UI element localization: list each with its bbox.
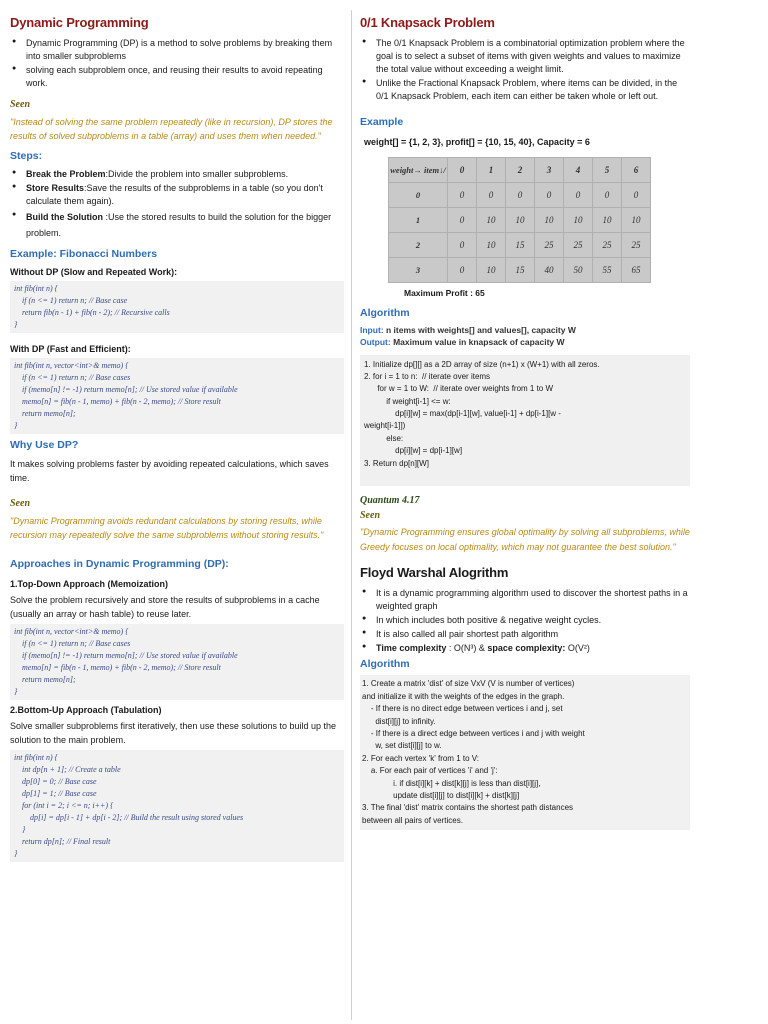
knapsack-intro-item: ● The 0/1 Knapsack Problem is a combinatorial optimization problem where the goal is to select a subset of items with given weights and values to maximize the total value without exceeding a weight limit. bbox=[376, 37, 690, 76]
table-row bbox=[389, 233, 651, 258]
table-cell: 0 bbox=[477, 183, 506, 208]
table-col-header: 4 bbox=[564, 158, 593, 183]
step-item bbox=[26, 182, 344, 208]
algorithm-line: for w = 1 to W: // iterate over weights from 1 to W bbox=[364, 384, 554, 394]
knapsack-algorithm-box bbox=[360, 355, 690, 487]
floyd-item bbox=[376, 642, 690, 655]
table-row-label: 1 bbox=[389, 208, 448, 233]
algorithm-line: 2. For each vertex 'k' from 1 to V: bbox=[362, 753, 480, 763]
algorithm-line: - If there is a direct edge between vertices i and j with weight bbox=[362, 729, 585, 739]
floyd-list bbox=[360, 587, 690, 655]
algorithm-output bbox=[360, 336, 690, 348]
code-line: } bbox=[14, 320, 18, 330]
approaches-heading: Approaches in Dynamic Programming (DP): bbox=[10, 557, 229, 570]
topdown-label: 1.Top-Down Approach (Memoization) bbox=[10, 578, 168, 589]
table-cell: 40 bbox=[535, 258, 564, 283]
seen-label: Seen bbox=[10, 99, 30, 111]
code-line: int fib(int n) { bbox=[14, 284, 58, 294]
algorithm-line: weight[i-1]]) bbox=[364, 421, 406, 431]
table-cell: 15 bbox=[506, 258, 535, 283]
code-line: if (memo[n] != -1) return memo[n]; // Use stored value if available bbox=[14, 385, 238, 395]
algorithm-line: update dist[i][j] to dist[i][k] + dist[k][j] bbox=[362, 791, 520, 800]
table-col-header: 0 bbox=[448, 158, 477, 183]
table-cell: 10 bbox=[477, 233, 506, 258]
steps-list bbox=[10, 168, 344, 242]
algorithm-line: 3. Return dp[n][W] bbox=[364, 458, 429, 468]
dp-title: Dynamic Programming bbox=[10, 15, 149, 30]
table-cell: 25 bbox=[593, 233, 622, 258]
table-cell: 10 bbox=[506, 208, 535, 233]
table-header-row bbox=[389, 158, 651, 183]
code-line: if (n <= 1) return n; // Base cases bbox=[14, 638, 131, 648]
code-line: return fib(n - 1) + fib(n - 2); // Recursive calls bbox=[14, 308, 170, 318]
algorithm-line: 1. Create a matrix 'dist' of size VxV (V is number of vertices) bbox=[362, 679, 575, 689]
algorithm-line: if weight[i-1] <= w: bbox=[364, 396, 451, 406]
output-text: Maximum value in knapsack of capacity W bbox=[393, 337, 565, 348]
table-row bbox=[389, 208, 651, 233]
table-cell: 0 bbox=[535, 183, 564, 208]
code-line: int fib(int n, vector<int>& memo) { bbox=[14, 361, 129, 371]
floyd-algorithm-heading: Algorithm bbox=[360, 658, 410, 671]
step-title: Break the Problem bbox=[26, 168, 106, 179]
algorithm-line: dp[i][w] = max(dp[i-1][w], value[i-1] + dp[i-1][w - bbox=[364, 409, 561, 419]
table-row bbox=[389, 183, 651, 208]
table-cell: 50 bbox=[564, 258, 593, 283]
table-col-header: 5 bbox=[593, 158, 622, 183]
knapsack-title: 0/1 Knapsack Problem bbox=[360, 15, 495, 30]
knapsack-table bbox=[388, 157, 651, 283]
right-column bbox=[360, 14, 690, 830]
step-item bbox=[26, 209, 344, 241]
algorithm-line: and initialize it with the weights of the edges in the graph. bbox=[362, 691, 565, 701]
bottomup-label: 2.Bottom-Up Approach (Tabulation) bbox=[10, 704, 162, 715]
algorithm-line: dist[i][j] to infinity. bbox=[362, 716, 436, 726]
table-row-label: 3 bbox=[389, 258, 448, 283]
table-cell: 0 bbox=[622, 183, 651, 208]
step-text: :Use the stored results to build the solution for the bigger problem. bbox=[26, 211, 332, 238]
without-dp-label: Without DP (Slow and Repeated Work): bbox=[10, 267, 178, 278]
code-line: if (memo[n] != -1) return memo[n]; // Use stored value if available bbox=[14, 650, 238, 660]
code-line: if (n <= 1) return n; // Base case bbox=[14, 296, 128, 306]
knapsack-intro-item: ● Unlike the Fractional Knapsack Problem, where items can be divided, in the 0/1 Knapsack Problem, each item can either be taken whole or left out. bbox=[376, 77, 690, 103]
table-cell: 10 bbox=[622, 208, 651, 233]
seen-quote: "Instead of solving the same problem repeatedly (like in recursion), DP stores the results of solved subproblems in a table (array) and uses them when needed." bbox=[10, 116, 333, 141]
input-label: Input: bbox=[360, 324, 384, 335]
left-column bbox=[10, 14, 344, 866]
table-col-header: 1 bbox=[477, 158, 506, 183]
dp-intro-item: ● solving each subproblem once, and reusing their results to avoid repeating work. bbox=[26, 64, 344, 90]
code-line: memo[n] = fib(n - 1, memo) + fib(n - 2, memo); // Store result bbox=[14, 662, 221, 672]
table-cell: 0 bbox=[448, 183, 477, 208]
example-heading: Example bbox=[360, 116, 404, 129]
space-complexity-value: O(V²) bbox=[565, 643, 590, 654]
table-cell: 0 bbox=[506, 183, 535, 208]
code-line: dp[0] = 0; // Base case bbox=[14, 776, 97, 786]
step-text: :Save the results of the subproblems in a table (so you don't calculate them again). bbox=[26, 182, 323, 206]
table-cell: 10 bbox=[477, 208, 506, 233]
code-line: int fib(int n, vector<int>& memo) { bbox=[14, 626, 129, 636]
algorithm-line bbox=[364, 470, 686, 482]
step-item bbox=[26, 168, 344, 181]
why-text: It makes solving problems faster by avoiding repeated calculations, which saves time. bbox=[10, 458, 329, 483]
seen-quote: "Dynamic Programming avoids redundant calculations by storing results, while recursion may repeatedly solve the same subproblems without storing results." bbox=[10, 515, 324, 541]
table-cell: 55 bbox=[593, 258, 622, 283]
topdown-text: Solve the problem recursively and store the results of subproblems in a cache (usually an array or hash table) to reuse later. bbox=[10, 594, 320, 620]
seen-label: Seen bbox=[360, 509, 380, 521]
table-corner-label: weight→ item↓/ bbox=[389, 158, 448, 183]
code-line: memo[n] = fib(n - 1, memo) + fib(n - 2, memo); // Store result bbox=[14, 397, 221, 407]
seen-label: Seen bbox=[10, 498, 30, 510]
example-line: weight[] = {1, 2, 3}, profit[] = {10, 15, 40}, Capacity = 6 bbox=[364, 137, 590, 148]
step-title: Store Results bbox=[26, 182, 85, 193]
table-row-label: 0 bbox=[389, 183, 448, 208]
algorithm-line: a. For each pair of vertices 'i' and 'j': bbox=[362, 766, 498, 776]
algorithm-line: between all pairs of vertices. bbox=[362, 815, 463, 825]
code-line: if (n <= 1) return n; // Base cases bbox=[14, 373, 131, 383]
table-row-label: 2 bbox=[389, 233, 448, 258]
seen-quote: "Dynamic Programming ensures global optimality by solving all subproblems, while Greedy focuses on local optimality, which may not guarantee the best solution." bbox=[360, 527, 690, 552]
table-cell: 65 bbox=[622, 258, 651, 283]
code-line: dp[1] = 1; // Base case bbox=[14, 788, 97, 798]
table-cell: 10 bbox=[593, 208, 622, 233]
time-complexity-value: : O(N³) & bbox=[446, 643, 488, 654]
table-cell: 10 bbox=[477, 258, 506, 283]
fib-heading: Example: Fibonacci Numbers bbox=[10, 248, 158, 261]
algorithm-line: 3. The final 'dist' matrix contains the shortest path distances bbox=[362, 803, 574, 813]
code-block-bottomup bbox=[10, 750, 344, 862]
code-line: dp[i] = dp[i - 1] + dp[i - 2]; // Build the result using stored values bbox=[14, 812, 244, 822]
code-line: for (int i = 2; i <= n; i++) { bbox=[14, 800, 114, 810]
table-cell: 0 bbox=[448, 233, 477, 258]
algorithm-line: i. if dist[i][k] + dist[k][j] is less than dist[i][j], bbox=[362, 778, 541, 788]
floyd-title: Floyd Warshal Alogrithm bbox=[360, 565, 509, 581]
dp-intro-list bbox=[10, 37, 344, 90]
algorithm-input bbox=[360, 324, 690, 336]
floyd-item: ● It is a dynamic programming algorithm used to discover the shortest paths in a weighted graph bbox=[376, 587, 690, 613]
algorithm-heading: Algorithm bbox=[360, 306, 410, 319]
step-text: :Divide the problem into smaller subproblems. bbox=[105, 168, 289, 179]
code-line: int fib(int n) { bbox=[14, 752, 58, 762]
table-cell: 10 bbox=[535, 208, 564, 233]
algorithm-line: dp[i][w] = dp[i-1][w] bbox=[364, 446, 463, 456]
table-cell: 15 bbox=[506, 233, 535, 258]
code-block-without-dp bbox=[10, 281, 344, 333]
input-text: n items with weights[] and values[], capacity W bbox=[385, 324, 576, 335]
quantum-label: Quantum 4.17 bbox=[360, 495, 420, 507]
algorithm-io bbox=[360, 324, 690, 349]
code-line: int dp[n + 1]; // Create a table bbox=[14, 764, 121, 774]
table-cell: 25 bbox=[535, 233, 564, 258]
floyd-item: ● In which includes both positive & negative weight cycles. bbox=[376, 614, 690, 627]
code-line: return memo[n]; bbox=[14, 409, 76, 419]
table-cell: 0 bbox=[593, 183, 622, 208]
code-line: return memo[n]; bbox=[14, 674, 76, 684]
code-block-topdown bbox=[10, 624, 344, 700]
code-line: } bbox=[14, 686, 18, 696]
space-complexity-label: space complexity: bbox=[487, 643, 566, 654]
algorithm-line: 2. for i = 1 to n: // iterate over items bbox=[364, 371, 491, 381]
table-col-header: 6 bbox=[622, 158, 651, 183]
code-line: return dp[n]; // Final result bbox=[14, 836, 111, 846]
table-cell: 10 bbox=[564, 208, 593, 233]
knapsack-intro-list bbox=[360, 37, 690, 103]
code-line: } bbox=[14, 848, 18, 858]
steps-heading: Steps: bbox=[10, 150, 43, 163]
why-heading: Why Use DP? bbox=[10, 439, 79, 452]
code-block-with-dp bbox=[10, 358, 344, 434]
table-row bbox=[389, 258, 651, 283]
floyd-algorithm-box bbox=[360, 675, 690, 830]
output-label: Output: bbox=[360, 337, 391, 348]
max-profit: Maximum Profit : 65 bbox=[404, 288, 485, 299]
table-cell: 25 bbox=[564, 233, 593, 258]
table-cell: 0 bbox=[448, 258, 477, 283]
algorithm-line: else: bbox=[364, 433, 404, 443]
bottomup-text: Solve smaller subproblems first iteratively, then use these solutions to build up the solution to the main problem. bbox=[10, 720, 336, 746]
table-col-header: 3 bbox=[535, 158, 564, 183]
table-cell: 0 bbox=[564, 183, 593, 208]
algorithm-line: - If there is no direct edge between vertices i and j, set bbox=[362, 704, 563, 714]
code-line: } bbox=[14, 824, 26, 834]
with-dp-label: With DP (Fast and Efficient): bbox=[10, 344, 131, 355]
algorithm-line: w, set dist[i][j] to w. bbox=[362, 741, 442, 751]
dp-intro-item: ● Dynamic Programming (DP) is a method to solve problems by breaking them into smaller subproblems bbox=[26, 37, 344, 63]
column-divider bbox=[351, 10, 352, 1020]
time-complexity-label: Time complexity bbox=[376, 643, 447, 654]
algorithm-line: 1. Initialize dp[][] as a 2D array of size (n+1) x (W+1) with all zeros. bbox=[364, 359, 600, 369]
table-cell: 25 bbox=[622, 233, 651, 258]
code-line: } bbox=[14, 421, 18, 431]
floyd-item: ● It is also called all pair shortest path algorithm bbox=[376, 628, 690, 641]
step-title: Build the Solution bbox=[26, 211, 103, 222]
table-cell: 0 bbox=[448, 208, 477, 233]
table-col-header: 2 bbox=[506, 158, 535, 183]
